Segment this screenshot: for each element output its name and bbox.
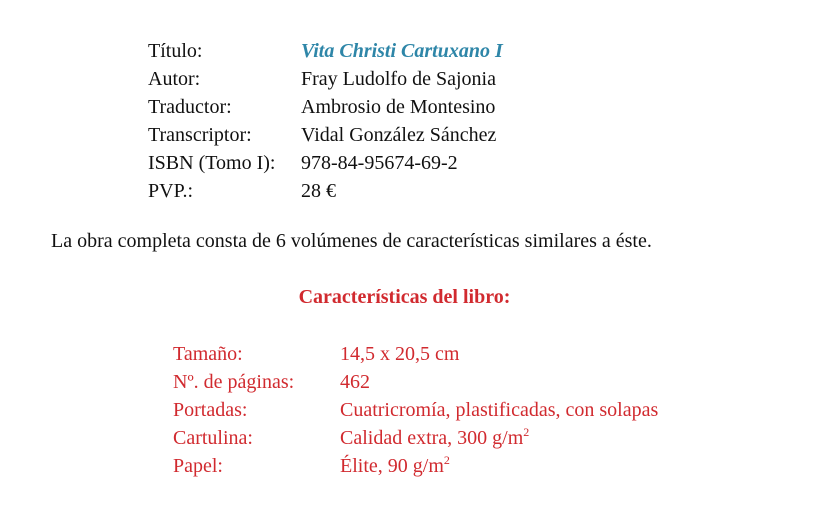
price-value: 28 €: [301, 180, 336, 202]
title-row: [148, 37, 503, 65]
isbn-label: ISBN (Tomo I):: [148, 152, 276, 174]
size-label: Tamaño:: [173, 343, 243, 365]
covers-label: Portadas:: [173, 399, 248, 421]
cardstock-value-wrap: [340, 424, 529, 452]
author-value: Fray Ludolfo de Sajonia: [301, 68, 496, 90]
cardstock-unit-exponent: 2: [523, 425, 530, 439]
cardstock-value: Calidad extra, 300 g/m: [340, 427, 524, 449]
specs-table: [173, 340, 658, 480]
paper-value: Élite, 90 g/m: [340, 455, 444, 477]
author-row: [148, 65, 503, 93]
price-row: [148, 177, 503, 205]
translator-value: Ambrosio de Montesino: [301, 96, 496, 118]
title-label: Título:: [148, 40, 203, 62]
paper-value-wrap: [340, 452, 450, 480]
title-value: Vita Christi Cartuxano I: [301, 40, 503, 62]
translator-row: [148, 93, 503, 121]
author-label: Autor:: [148, 68, 201, 90]
book-info-table: [148, 37, 503, 205]
translator-label: Traductor:: [148, 96, 232, 118]
cardstock-row: [173, 424, 658, 452]
size-value: 14,5 x 20,5 cm: [340, 343, 460, 365]
paper-row: [173, 452, 658, 480]
isbn-value: 978-84-95674-69-2: [301, 152, 458, 174]
cardstock-label: Cartulina:: [173, 427, 253, 449]
transcriber-row: [148, 121, 503, 149]
pages-label: Nº. de páginas:: [173, 371, 295, 393]
paper-label: Papel:: [173, 455, 223, 477]
transcriber-value: Vidal González Sánchez: [301, 124, 497, 146]
covers-value: Cuatricromía, plastificadas, con solapas: [340, 399, 659, 421]
size-row: [173, 340, 658, 368]
isbn-row: [148, 149, 503, 177]
transcriber-label: Transcriptor:: [148, 124, 252, 146]
covers-row: [173, 396, 658, 424]
pages-value: 462: [340, 371, 370, 393]
volumes-note: La obra completa consta de 6 volúmenes de características similares a éste.: [51, 230, 652, 252]
price-label: PVP.:: [148, 180, 194, 202]
specs-heading: Características del libro:: [298, 286, 511, 308]
paper-unit-exponent: 2: [443, 453, 450, 467]
pages-row: [173, 368, 658, 396]
